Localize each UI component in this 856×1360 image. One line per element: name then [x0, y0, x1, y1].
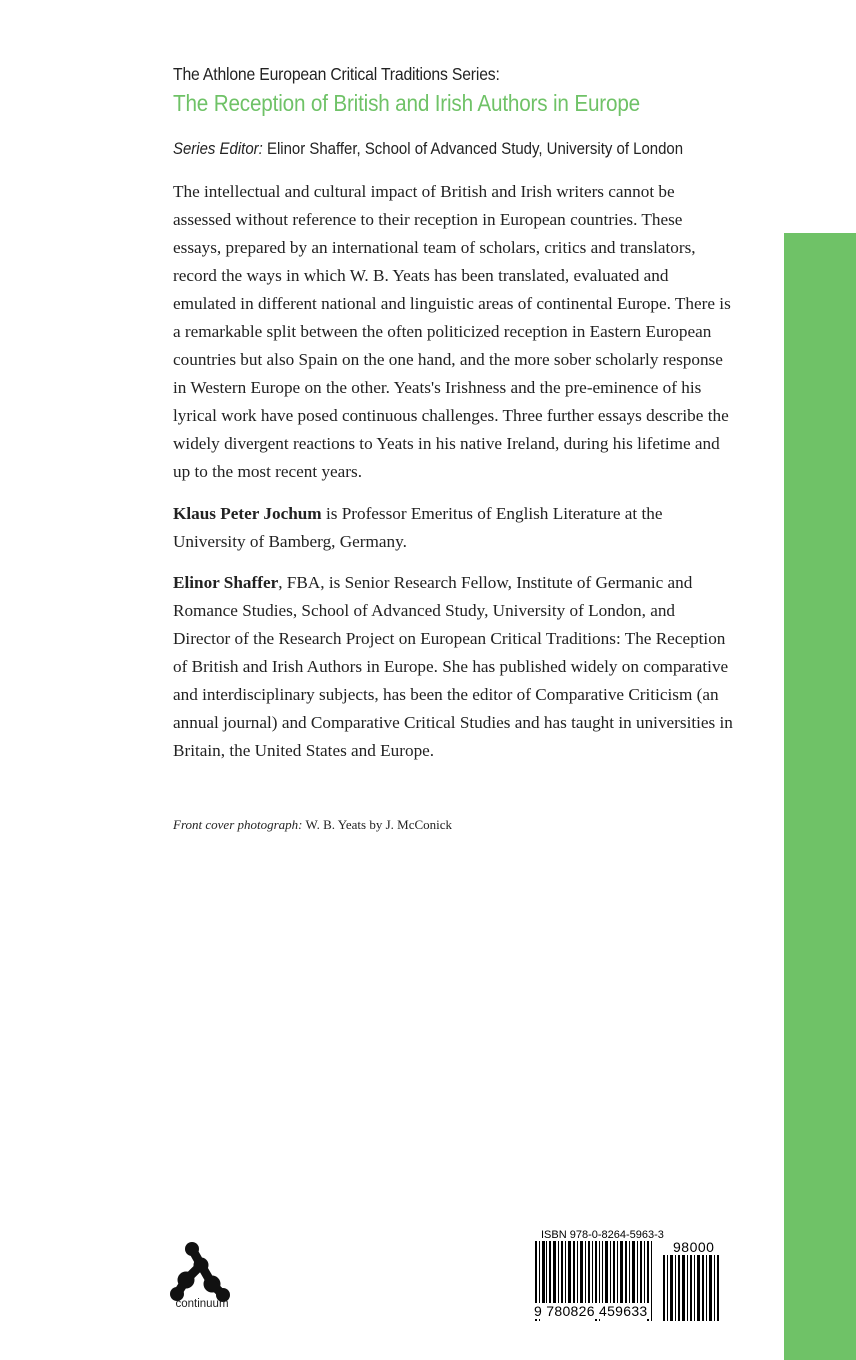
description-paragraph: [173, 178, 733, 486]
series-editor-name: Elinor Shaffer, School of Advanced Study, University of London: [266, 139, 684, 158]
author-name-shaffer: Elinor Shaffer: [173, 573, 279, 592]
series-title: The Reception of British and Irish Authors in Europe: [173, 90, 641, 116]
series-line: The Athlone European Critical Traditions Series:: [173, 64, 500, 84]
cover-credit-label: Front cover photograph:: [173, 817, 303, 832]
author-bio-text-shaffer: , FBA, is Senior Research Fellow, Institute of Germanic and Romance Studies, School of Advanced Study, University of London, and Director of the Research Project on European Critical Traditions: The Reception of British and Irish Authors in Europe. She has published widely on comparative and interdisciplinary subjects, has been the editor of Comparative Criticism (an annual journal) and Comparative Critical Studies and has taught in universities in Britain, the United States and Europe.: [173, 573, 733, 760]
publisher-name: continuum: [175, 1298, 229, 1310]
author-bio-shaffer: [173, 569, 733, 765]
series-editor: [173, 139, 683, 159]
cover-credit-text: W. B. Yeats by J. McConick: [302, 817, 453, 832]
cover-credit: [173, 817, 452, 833]
green-spine-bar: [784, 233, 856, 1360]
author-bio-jochum: [173, 500, 733, 556]
barcode-addon: 98000: [673, 1239, 715, 1255]
author-bio-text-jochum: is Professor Emeritus of English Literature at the University of Bamberg, Germany.: [173, 504, 663, 551]
barcode-digits: 9 780826 459633: [534, 1303, 648, 1319]
series-editor-label: Series Editor:: [173, 139, 263, 158]
isbn-label: ISBN 978-0-8264-5963-3: [541, 1229, 664, 1241]
author-name-jochum: Klaus Peter Jochum: [173, 504, 322, 523]
description-text: The intellectual and cultural impact of British and Irish writers cannot be assessed without reference to their reception in European countries. These essays, prepared by an international team of scholars, critics and translators, record the ways in which W. B. Yeats has been translated, evaluated and emulated in different national and linguistic areas of continental Europe. There is a remarkable split between the often politicized reception in Eastern European countries but also Spain on the one hand, and the more sober scholarly response in Western Europe on the other. Yeats's Irishness and the pre-eminence of his lyrical work have posed continuous challenges. Three further essays describe the widely divergent reactions to Yeats in his native Ireland, during his lifetime and up to the most recent years.: [173, 182, 731, 481]
